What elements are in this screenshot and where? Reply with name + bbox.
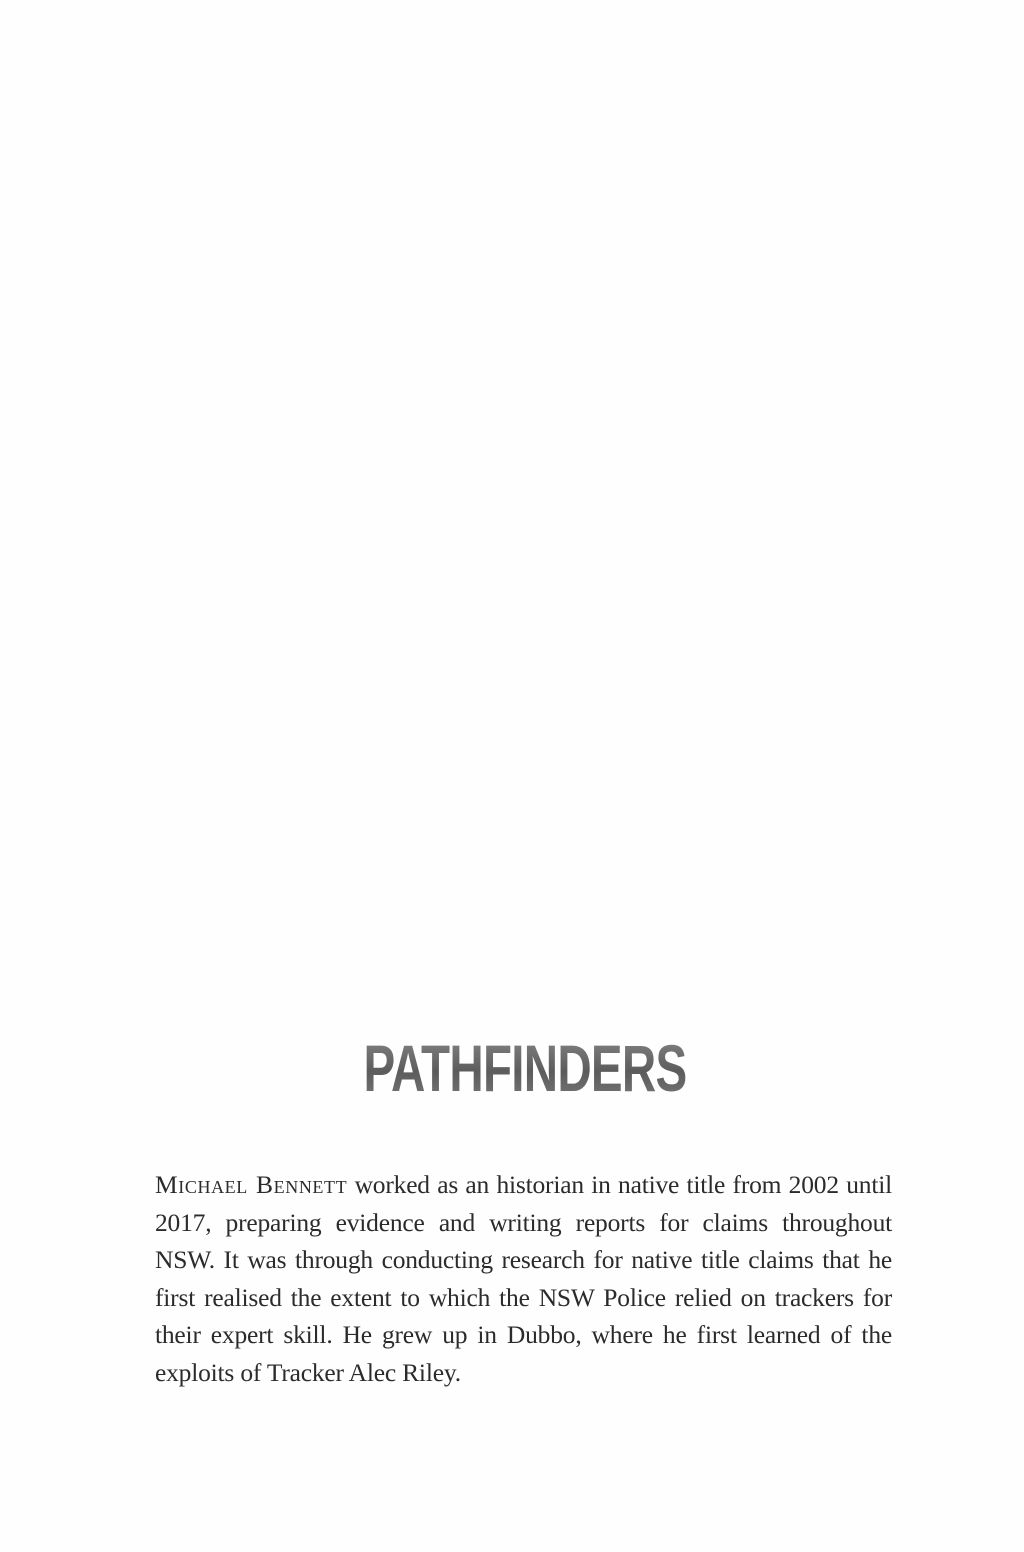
author-bio	[155, 1166, 892, 1392]
book-title: PATHFINDERS	[147, 1030, 903, 1106]
author-name: Michael Bennett	[155, 1170, 348, 1199]
author-bio-text: worked as an historian in native title from 2002 until 2017, preparing evidence and writing reports for claims throughout NSW. It was through conducting research for native title claims that he first realised the extent to which the NSW Police relied on trackers for their expert skill. He grew up in Dubbo, where he first learned of the exploits of Tracker Alec Riley.	[155, 1170, 892, 1387]
